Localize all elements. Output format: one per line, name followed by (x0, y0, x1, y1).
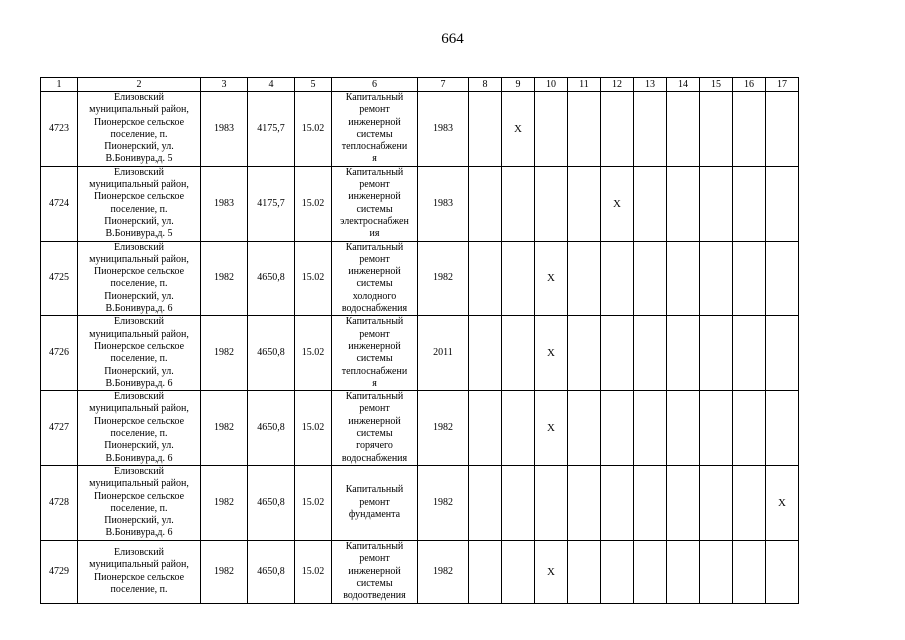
mark-cell (601, 316, 634, 391)
work-type-cell: Капитальный ремонт инженерной системы холодного водоснабжения (332, 241, 418, 316)
mark-cell (469, 241, 502, 316)
page-number: 664 (441, 31, 464, 47)
mark-cell (766, 391, 799, 466)
column-number-cell: 15 (700, 78, 733, 92)
column-number-cell: 14 (667, 78, 700, 92)
mark-cell (568, 166, 601, 241)
mark-cell (535, 92, 568, 167)
address-cell: Елизовский муниципальный район, Пионерское сельское поселение, п. Пионерский, ул. В.Бонивура,д. 5 (78, 166, 201, 241)
table-row (41, 166, 799, 241)
address-cell: Елизовский муниципальный район, Пионерское сельское поселение, п. Пионерский, ул. В.Бонивура,д. 6 (78, 316, 201, 391)
year-repair-cell: 1982 (418, 540, 469, 603)
year-built-cell: 1982 (201, 540, 248, 603)
record-number-cell: 4729 (41, 540, 78, 603)
mark-cell (766, 540, 799, 603)
mark-cell (502, 241, 535, 316)
column-number-cell: 5 (295, 78, 332, 92)
mark-cell (568, 92, 601, 167)
mark-cell (667, 391, 700, 466)
mark-cell (535, 465, 568, 540)
mark-cell (502, 540, 535, 603)
table-row (41, 391, 799, 466)
mark-cell (601, 540, 634, 603)
column-number-cell: 9 (502, 78, 535, 92)
column-number-cell: 2 (78, 78, 201, 92)
column-number-cell: 3 (201, 78, 248, 92)
year-built-cell: 1982 (201, 316, 248, 391)
mark-cell (634, 465, 667, 540)
mark-cell (766, 316, 799, 391)
address-cell: Елизовский муниципальный район, Пионерское сельское поселение, п. Пионерский, ул. В.Бонивура,д. 5 (78, 92, 201, 167)
area-cell: 4650,8 (248, 391, 295, 466)
work-type-cell: Капитальный ремонт инженерной системы водоотведения (332, 540, 418, 603)
mark-cell (667, 241, 700, 316)
work-code-cell: 15.02 (295, 92, 332, 167)
mark-cell (568, 391, 601, 466)
mark-cell (733, 92, 766, 167)
mark-cell (667, 540, 700, 603)
mark-cell (766, 92, 799, 167)
mark-cell (568, 316, 601, 391)
address-cell: Елизовский муниципальный район, Пионерское сельское поселение, п. Пионерский, ул. В.Бонивура,д. 6 (78, 241, 201, 316)
column-number-cell: 11 (568, 78, 601, 92)
work-type-cell: Капитальный ремонт инженерной системы горячего водоснабжения (332, 391, 418, 466)
mark-cell (634, 92, 667, 167)
area-cell: 4175,7 (248, 92, 295, 167)
mark-cell (700, 316, 733, 391)
year-built-cell: 1982 (201, 391, 248, 466)
mark-cell (502, 465, 535, 540)
mark-cell (502, 166, 535, 241)
work-code-cell: 15.02 (295, 540, 332, 603)
mark-cell (634, 316, 667, 391)
mark-cell (733, 241, 766, 316)
mark-cell (535, 166, 568, 241)
table-row (41, 92, 799, 167)
work-code-cell: 15.02 (295, 241, 332, 316)
address-cell: Елизовский муниципальный район, Пионерское сельское поселение, п. Пионерский, ул. В.Бонивура,д. 6 (78, 391, 201, 466)
area-cell: 4650,8 (248, 241, 295, 316)
mark-cell (568, 241, 601, 316)
mark-cell (667, 465, 700, 540)
year-built-cell: 1982 (201, 241, 248, 316)
record-number-cell: 4725 (41, 241, 78, 316)
mark-cell (634, 166, 667, 241)
year-repair-cell: 1983 (418, 92, 469, 167)
mark-cell (568, 465, 601, 540)
mark-cell (601, 241, 634, 316)
mark-cell (667, 316, 700, 391)
year-repair-cell: 1982 (418, 391, 469, 466)
work-code-cell: 15.02 (295, 465, 332, 540)
work-type-cell: Капитальный ремонт инженерной системы электроснабжен ия (332, 166, 418, 241)
record-number-cell: 4727 (41, 391, 78, 466)
mark-cell (700, 391, 733, 466)
column-number-cell: 4 (248, 78, 295, 92)
year-repair-cell: 2011 (418, 316, 469, 391)
mark-cell (469, 166, 502, 241)
column-number-cell: 10 (535, 78, 568, 92)
record-number-cell: 4723 (41, 92, 78, 167)
table-row (41, 316, 799, 391)
mark-cell (634, 241, 667, 316)
mark-cell (733, 540, 766, 603)
mark-cell (700, 241, 733, 316)
column-number-cell: 16 (733, 78, 766, 92)
mark-cell (766, 241, 799, 316)
mark-cell (667, 166, 700, 241)
address-cell: Елизовский муниципальный район, Пионерское сельское поселение, п. (78, 540, 201, 603)
mark-cell: X (535, 540, 568, 603)
work-type-cell: Капитальный ремонт инженерной системы теплоснабжени я (332, 316, 418, 391)
work-type-cell: Капитальный ремонт инженерной системы теплоснабжени я (332, 92, 418, 167)
column-number-cell: 1 (41, 78, 78, 92)
address-cell: Елизовский муниципальный район, Пионерское сельское поселение, п. Пионерский, ул. В.Бонивура,д. 6 (78, 465, 201, 540)
column-number-row (41, 78, 799, 92)
year-built-cell: 1983 (201, 166, 248, 241)
mark-cell (733, 465, 766, 540)
column-number-cell: 12 (601, 78, 634, 92)
year-repair-cell: 1982 (418, 465, 469, 540)
mark-cell (601, 391, 634, 466)
mark-cell (469, 316, 502, 391)
mark-cell (700, 465, 733, 540)
area-cell: 4650,8 (248, 465, 295, 540)
column-number-cell: 17 (766, 78, 799, 92)
year-repair-cell: 1983 (418, 166, 469, 241)
mark-cell: X (535, 316, 568, 391)
mark-cell (469, 540, 502, 603)
mark-cell (469, 465, 502, 540)
mark-cell (469, 391, 502, 466)
column-number-cell: 6 (332, 78, 418, 92)
year-repair-cell: 1982 (418, 241, 469, 316)
work-code-cell: 15.02 (295, 391, 332, 466)
record-number-cell: 4726 (41, 316, 78, 391)
table-body (41, 78, 799, 604)
mark-cell (733, 166, 766, 241)
mark-cell (667, 92, 700, 167)
mark-cell (733, 316, 766, 391)
mark-cell (601, 92, 634, 167)
mark-cell (469, 92, 502, 167)
mark-cell (766, 166, 799, 241)
record-number-cell: 4728 (41, 465, 78, 540)
mark-cell (634, 540, 667, 603)
column-number-cell: 13 (634, 78, 667, 92)
mark-cell (733, 391, 766, 466)
mark-cell (700, 92, 733, 167)
year-built-cell: 1982 (201, 465, 248, 540)
mark-cell: X (502, 92, 535, 167)
record-number-cell: 4724 (41, 166, 78, 241)
mark-cell (502, 316, 535, 391)
work-code-cell: 15.02 (295, 316, 332, 391)
column-number-cell: 7 (418, 78, 469, 92)
area-cell: 4175,7 (248, 166, 295, 241)
mark-cell: X (535, 241, 568, 316)
year-built-cell: 1983 (201, 92, 248, 167)
mark-cell: X (766, 465, 799, 540)
mark-cell (568, 540, 601, 603)
mark-cell (700, 166, 733, 241)
mark-cell: X (535, 391, 568, 466)
table-row (41, 465, 799, 540)
mark-cell (502, 391, 535, 466)
mark-cell (634, 391, 667, 466)
area-cell: 4650,8 (248, 540, 295, 603)
column-number-cell: 8 (469, 78, 502, 92)
mark-cell: X (601, 166, 634, 241)
table-row (41, 241, 799, 316)
work-type-cell: Капитальный ремонт фундамента (332, 465, 418, 540)
table-row (41, 540, 799, 603)
area-cell: 4650,8 (248, 316, 295, 391)
mark-cell (700, 540, 733, 603)
mark-cell (601, 465, 634, 540)
work-code-cell: 15.02 (295, 166, 332, 241)
repair-register-table (40, 77, 799, 604)
